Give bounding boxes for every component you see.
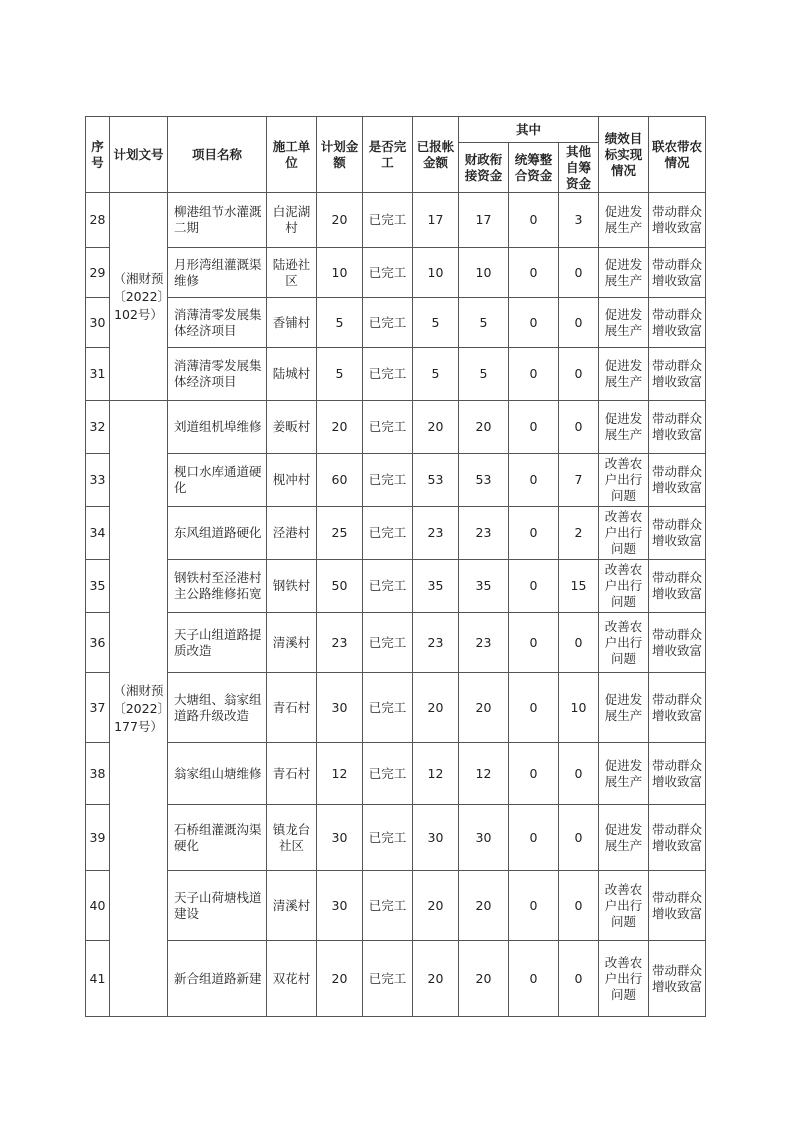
table-row <box>86 743 706 805</box>
header-performance: 绩效目标实现情况 <box>599 117 649 193</box>
cell-reported: 5 <box>413 298 459 348</box>
cell-performance: 改善农户出行问题 <box>599 507 649 560</box>
cell-seq: 38 <box>86 743 110 805</box>
cell-plan-amount: 5 <box>317 348 363 401</box>
cell-coordinated: 0 <box>509 298 559 348</box>
cell-project-name: 天子山组道路提质改造 <box>168 613 267 673</box>
cell-seq: 30 <box>86 298 110 348</box>
cell-plan-amount: 20 <box>317 941 363 1017</box>
table-row <box>86 560 706 613</box>
cell-farmer-link: 带动群众增收致富 <box>649 805 706 871</box>
cell-project-name: 翁家组山塘维修 <box>168 743 267 805</box>
cell-farmer-link: 带动群众增收致富 <box>649 193 706 248</box>
cell-performance: 促进发展生产 <box>599 298 649 348</box>
cell-plan-amount: 20 <box>317 193 363 248</box>
cell-seq: 39 <box>86 805 110 871</box>
cell-plan-amount: 60 <box>317 454 363 507</box>
cell-seq: 35 <box>86 560 110 613</box>
cell-performance: 促进发展生产 <box>599 805 649 871</box>
cell-plan-amount: 30 <box>317 673 363 743</box>
cell-plan-amount: 30 <box>317 805 363 871</box>
cell-farmer-link: 带动群众增收致富 <box>649 401 706 454</box>
cell-unit: 姜畈村 <box>267 401 317 454</box>
cell-self-raised: 10 <box>559 673 599 743</box>
cell-self-raised: 0 <box>559 298 599 348</box>
cell-project-name: 柳港组节水灌溉二期 <box>168 193 267 248</box>
header-of-which: 其中 <box>459 117 599 143</box>
cell-unit: 陆逊社区 <box>267 248 317 298</box>
header-self-raised: 其他自筹资金 <box>559 143 599 193</box>
cell-performance: 改善农户出行问题 <box>599 613 649 673</box>
cell-project-name: 月形湾组灌溉渠维修 <box>168 248 267 298</box>
cell-coordinated: 0 <box>509 805 559 871</box>
cell-plan-amount: 25 <box>317 507 363 560</box>
cell-unit: 青石村 <box>267 673 317 743</box>
cell-fiscal: 20 <box>459 941 509 1017</box>
cell-plan-amount: 20 <box>317 401 363 454</box>
cell-coordinated: 0 <box>509 401 559 454</box>
cell-self-raised: 15 <box>559 560 599 613</box>
cell-farmer-link: 带动群众增收致富 <box>649 613 706 673</box>
cell-project-name: 枧口水库通道硬化 <box>168 454 267 507</box>
cell-completed: 已完工 <box>363 348 413 401</box>
cell-fiscal: 5 <box>459 348 509 401</box>
table-body <box>86 193 706 1017</box>
cell-unit: 香铺村 <box>267 298 317 348</box>
table-row <box>86 454 706 507</box>
header-farmer-link: 联农带农情况 <box>649 117 706 193</box>
cell-fiscal: 17 <box>459 193 509 248</box>
cell-unit: 白泥湖村 <box>267 193 317 248</box>
cell-self-raised: 2 <box>559 507 599 560</box>
header-plan-doc: 计划文号 <box>110 117 168 193</box>
cell-coordinated: 0 <box>509 507 559 560</box>
cell-plan-amount: 12 <box>317 743 363 805</box>
cell-reported: 5 <box>413 348 459 401</box>
cell-reported: 30 <box>413 805 459 871</box>
cell-performance: 促进发展生产 <box>599 193 649 248</box>
cell-farmer-link: 带动群众增收致富 <box>649 743 706 805</box>
table-row <box>86 298 706 348</box>
cell-fiscal: 10 <box>459 248 509 298</box>
cell-reported: 20 <box>413 673 459 743</box>
table-row <box>86 348 706 401</box>
cell-seq: 37 <box>86 673 110 743</box>
cell-farmer-link: 带动群众增收致富 <box>649 673 706 743</box>
cell-plan-doc: （湘财预〔2022〕177号） <box>110 401 168 1017</box>
cell-coordinated: 0 <box>509 348 559 401</box>
cell-completed: 已完工 <box>363 401 413 454</box>
cell-unit: 清溪村 <box>267 871 317 941</box>
cell-unit: 泾港村 <box>267 507 317 560</box>
cell-project-name: 东风组道路硬化 <box>168 507 267 560</box>
cell-completed: 已完工 <box>363 805 413 871</box>
cell-completed: 已完工 <box>363 193 413 248</box>
header-completed: 是否完工 <box>363 117 413 193</box>
cell-project-name: 钢铁村至泾港村主公路维修拓宽 <box>168 560 267 613</box>
cell-coordinated: 0 <box>509 871 559 941</box>
cell-plan-amount: 30 <box>317 871 363 941</box>
cell-seq: 33 <box>86 454 110 507</box>
cell-performance: 促进发展生产 <box>599 348 649 401</box>
cell-self-raised: 0 <box>559 743 599 805</box>
cell-plan-amount: 10 <box>317 248 363 298</box>
cell-seq: 41 <box>86 941 110 1017</box>
cell-seq: 40 <box>86 871 110 941</box>
cell-plan-amount: 23 <box>317 613 363 673</box>
cell-reported: 23 <box>413 613 459 673</box>
table-row <box>86 941 706 1017</box>
cell-reported: 17 <box>413 193 459 248</box>
cell-completed: 已完工 <box>363 507 413 560</box>
cell-coordinated: 0 <box>509 743 559 805</box>
cell-project-name: 消薄清零发展集体经济项目 <box>168 348 267 401</box>
cell-performance: 改善农户出行问题 <box>599 454 649 507</box>
cell-project-name: 消薄清零发展集体经济项目 <box>168 298 267 348</box>
cell-coordinated: 0 <box>509 454 559 507</box>
header-seq: 序号 <box>86 117 110 193</box>
cell-self-raised: 0 <box>559 941 599 1017</box>
header-plan-amount: 计划金额 <box>317 117 363 193</box>
cell-fiscal: 23 <box>459 613 509 673</box>
cell-unit: 镇龙台社区 <box>267 805 317 871</box>
cell-fiscal: 23 <box>459 507 509 560</box>
table-row <box>86 401 706 454</box>
table-row <box>86 805 706 871</box>
cell-reported: 20 <box>413 941 459 1017</box>
cell-completed: 已完工 <box>363 941 413 1017</box>
cell-reported: 53 <box>413 454 459 507</box>
cell-performance: 促进发展生产 <box>599 248 649 298</box>
header-coordinated: 统筹整合资金 <box>509 143 559 193</box>
cell-reported: 23 <box>413 507 459 560</box>
cell-self-raised: 0 <box>559 401 599 454</box>
cell-farmer-link: 带动群众增收致富 <box>649 248 706 298</box>
cell-reported: 12 <box>413 743 459 805</box>
cell-completed: 已完工 <box>363 613 413 673</box>
cell-plan-amount: 5 <box>317 298 363 348</box>
table-row <box>86 871 706 941</box>
cell-farmer-link: 带动群众增收致富 <box>649 871 706 941</box>
cell-reported: 10 <box>413 248 459 298</box>
cell-farmer-link: 带动群众增收致富 <box>649 454 706 507</box>
cell-fiscal: 20 <box>459 673 509 743</box>
cell-project-name: 刘道组机埠维修 <box>168 401 267 454</box>
cell-unit: 枧冲村 <box>267 454 317 507</box>
cell-fiscal: 35 <box>459 560 509 613</box>
header-reported: 已报帐金额 <box>413 117 459 193</box>
cell-self-raised: 0 <box>559 248 599 298</box>
cell-completed: 已完工 <box>363 871 413 941</box>
cell-farmer-link: 带动群众增收致富 <box>649 298 706 348</box>
cell-farmer-link: 带动群众增收致富 <box>649 348 706 401</box>
cell-self-raised: 0 <box>559 613 599 673</box>
cell-unit: 双花村 <box>267 941 317 1017</box>
cell-unit: 清溪村 <box>267 613 317 673</box>
cell-plan-amount: 50 <box>317 560 363 613</box>
cell-reported: 35 <box>413 560 459 613</box>
cell-unit: 青石村 <box>267 743 317 805</box>
cell-coordinated: 0 <box>509 248 559 298</box>
cell-farmer-link: 带动群众增收致富 <box>649 507 706 560</box>
cell-fiscal: 30 <box>459 805 509 871</box>
cell-self-raised: 0 <box>559 871 599 941</box>
cell-seq: 32 <box>86 401 110 454</box>
cell-completed: 已完工 <box>363 298 413 348</box>
table-row <box>86 193 706 248</box>
cell-fiscal: 5 <box>459 298 509 348</box>
cell-completed: 已完工 <box>363 454 413 507</box>
cell-seq: 28 <box>86 193 110 248</box>
cell-seq: 34 <box>86 507 110 560</box>
cell-plan-doc: （湘财预〔2022〕102号） <box>110 193 168 401</box>
table-row <box>86 613 706 673</box>
cell-coordinated: 0 <box>509 673 559 743</box>
cell-farmer-link: 带动群众增收致富 <box>649 560 706 613</box>
cell-seq: 29 <box>86 248 110 298</box>
cell-unit: 钢铁村 <box>267 560 317 613</box>
cell-fiscal: 20 <box>459 871 509 941</box>
cell-project-name: 新合组道路新建 <box>168 941 267 1017</box>
cell-seq: 31 <box>86 348 110 401</box>
cell-coordinated: 0 <box>509 560 559 613</box>
cell-coordinated: 0 <box>509 613 559 673</box>
cell-self-raised: 0 <box>559 348 599 401</box>
project-table <box>85 116 706 1017</box>
cell-performance: 促进发展生产 <box>599 743 649 805</box>
cell-completed: 已完工 <box>363 248 413 298</box>
cell-self-raised: 3 <box>559 193 599 248</box>
cell-seq: 36 <box>86 613 110 673</box>
cell-completed: 已完工 <box>363 560 413 613</box>
cell-coordinated: 0 <box>509 941 559 1017</box>
cell-performance: 促进发展生产 <box>599 673 649 743</box>
cell-self-raised: 7 <box>559 454 599 507</box>
cell-fiscal: 53 <box>459 454 509 507</box>
header-unit: 施工单位 <box>267 117 317 193</box>
cell-performance: 改善农户出行问题 <box>599 941 649 1017</box>
cell-performance: 促进发展生产 <box>599 401 649 454</box>
cell-completed: 已完工 <box>363 673 413 743</box>
cell-project-name: 石桥组灌溉沟渠硬化 <box>168 805 267 871</box>
cell-reported: 20 <box>413 871 459 941</box>
cell-self-raised: 0 <box>559 805 599 871</box>
cell-project-name: 天子山荷塘栈道建设 <box>168 871 267 941</box>
cell-fiscal: 20 <box>459 401 509 454</box>
cell-farmer-link: 带动群众增收致富 <box>649 941 706 1017</box>
table-row <box>86 507 706 560</box>
header-project-name: 项目名称 <box>168 117 267 193</box>
cell-reported: 20 <box>413 401 459 454</box>
cell-completed: 已完工 <box>363 743 413 805</box>
cell-unit: 陆城村 <box>267 348 317 401</box>
header-fiscal: 财政衔接资金 <box>459 143 509 193</box>
cell-performance: 改善农户出行问题 <box>599 560 649 613</box>
cell-coordinated: 0 <box>509 193 559 248</box>
cell-fiscal: 12 <box>459 743 509 805</box>
cell-performance: 改善农户出行问题 <box>599 871 649 941</box>
table-row <box>86 673 706 743</box>
table-row <box>86 248 706 298</box>
cell-project-name: 大塘组、翁家组道路升级改造 <box>168 673 267 743</box>
